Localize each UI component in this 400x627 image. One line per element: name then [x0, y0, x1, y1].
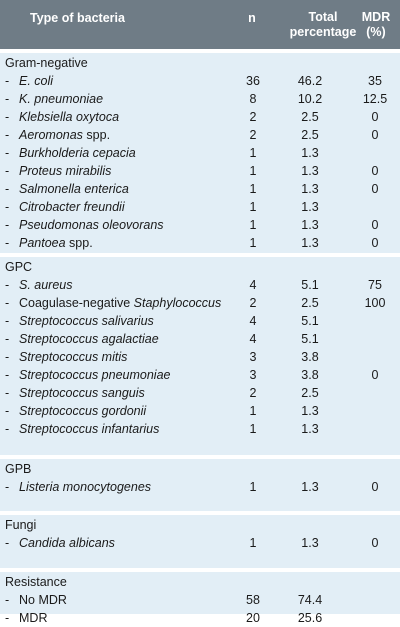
name-part: Streptococcus agalactiae [19, 332, 159, 346]
percentage-cell: 5.1 [301, 314, 319, 328]
table-row [0, 108, 400, 126]
percentage-cell: 1.3 [301, 236, 319, 250]
row-dash: - [5, 480, 10, 494]
bacteria-name [19, 234, 93, 252]
row-dash: - [5, 611, 10, 625]
bacteria-name [19, 216, 164, 234]
header-type: Type of bacteria [30, 10, 125, 25]
row-dash: - [5, 278, 10, 292]
table-row [0, 591, 400, 609]
table-row [0, 478, 400, 496]
count-cell: 3 [249, 368, 257, 382]
header-total-line1: Total [308, 9, 338, 24]
row-dash: - [5, 296, 10, 310]
header-total-line2: percentage [289, 24, 357, 39]
bacteria-name [19, 420, 159, 438]
name-part: Streptococcus sanguis [19, 386, 145, 400]
name-part: K. pneumoniae [19, 92, 104, 106]
count-cell: 1 [249, 164, 257, 178]
name-part: Candida albicans [19, 536, 115, 550]
table-row [0, 234, 400, 252]
percentage-cell: 2.5 [301, 110, 319, 124]
row-dash: - [5, 536, 10, 550]
row-dash: - [5, 146, 10, 160]
section-separator [0, 253, 400, 257]
percentage-cell: 2.5 [301, 386, 319, 400]
row-dash: - [5, 404, 10, 418]
row-dash: - [5, 332, 10, 346]
count-cell: 4 [249, 278, 257, 292]
count-cell: 3 [249, 350, 257, 364]
row-dash: - [5, 368, 10, 382]
header-mdr [355, 0, 397, 49]
section-title: Gram-negative [5, 56, 88, 70]
row-dash: - [5, 218, 10, 232]
percentage-cell: 1.3 [301, 480, 319, 494]
name-part: S. aureus [19, 278, 73, 292]
name-part: Streptococcus pneumoniae [19, 368, 171, 382]
table-header [0, 0, 400, 49]
bacteria-name [19, 180, 129, 198]
bacteria-name [19, 276, 73, 294]
count-cell: 4 [249, 314, 257, 328]
name-part: Staphylococcus [133, 296, 222, 310]
mdr-cell: 0 [371, 110, 379, 124]
count-cell: 1 [249, 146, 257, 160]
name-part: spp. [82, 128, 111, 142]
count-cell: 2 [249, 296, 257, 310]
count-cell: 8 [249, 92, 257, 106]
row-dash: - [5, 386, 10, 400]
section-separator [0, 49, 400, 53]
table-row [0, 180, 400, 198]
name-part: Aeromonas [19, 128, 83, 142]
bacteria-name [19, 294, 221, 312]
mdr-cell: 12.5 [362, 92, 388, 106]
count-cell: 1 [249, 480, 257, 494]
row-dash: - [5, 314, 10, 328]
bacteria-name [19, 591, 67, 609]
row-dash: - [5, 128, 10, 142]
name-part: Proteus mirabilis [19, 164, 112, 178]
table-row [0, 384, 400, 402]
row-dash: - [5, 200, 10, 214]
table-row [0, 198, 400, 216]
bacteria-name [19, 384, 145, 402]
percentage-cell: 1.3 [301, 536, 319, 550]
percentage-cell: 5.1 [301, 332, 319, 346]
percentage-cell: 74.4 [297, 593, 323, 607]
mdr-cell: 35 [368, 74, 382, 88]
name-part: Klebsiella oxytoca [19, 110, 120, 124]
mdr-cell: 0 [371, 218, 379, 232]
bacteria-name [19, 330, 159, 348]
name-part: spp. [65, 236, 93, 250]
name-part: Burkholderia cepacia [19, 146, 136, 160]
name-part: Pantoea [19, 236, 66, 250]
percentage-cell: 1.3 [301, 164, 319, 178]
name-part: Coagulase-negative [19, 296, 134, 310]
name-part: E. coli [19, 74, 54, 88]
percentage-cell: 1.3 [301, 146, 319, 160]
mdr-cell: 0 [371, 536, 379, 550]
mdr-cell: 0 [371, 182, 379, 196]
bacteria-name [19, 312, 154, 330]
table-row [0, 609, 400, 627]
table-row [0, 402, 400, 420]
table-row [0, 162, 400, 180]
percentage-cell: 1.3 [301, 200, 319, 214]
bacteria-name [19, 366, 170, 384]
section-separator [0, 511, 400, 515]
section-title: Fungi [5, 518, 37, 532]
bacteria-name [19, 90, 103, 108]
row-dash: - [5, 593, 10, 607]
row-dash: - [5, 164, 10, 178]
count-cell: 4 [249, 332, 257, 346]
percentage-cell: 25.6 [297, 611, 323, 625]
table-row [0, 90, 400, 108]
table-row [0, 420, 400, 438]
row-dash: - [5, 74, 10, 88]
header-mdr-line2: (%) [366, 24, 386, 39]
table-row [0, 294, 400, 312]
header-n: n [248, 10, 256, 25]
count-cell: 36 [246, 74, 260, 88]
bacteria-name [19, 348, 127, 366]
section-title: GPC [5, 260, 33, 274]
mdr-cell: 75 [368, 278, 382, 292]
count-cell: 1 [249, 422, 257, 436]
count-cell: 1 [249, 218, 257, 232]
row-dash: - [5, 92, 10, 106]
percentage-cell: 1.3 [301, 218, 319, 232]
table-row [0, 348, 400, 366]
bacteria-name [19, 162, 111, 180]
mdr-cell: 0 [371, 368, 379, 382]
count-cell: 2 [249, 110, 257, 124]
section-title: GPB [5, 462, 32, 476]
count-cell: 1 [249, 236, 257, 250]
table-row [0, 276, 400, 294]
section-title: Resistance [5, 575, 67, 589]
row-dash: - [5, 110, 10, 124]
percentage-cell: 10.2 [297, 92, 323, 106]
name-part: Citrobacter freundii [19, 200, 125, 214]
name-part: Pseudomonas oleovorans [19, 218, 164, 232]
count-cell: 2 [249, 386, 257, 400]
percentage-cell: 3.8 [301, 350, 319, 364]
count-cell: 1 [249, 182, 257, 196]
bacteria-name [19, 402, 146, 420]
section-separator [0, 455, 400, 459]
bacteria-name [19, 609, 47, 627]
mdr-cell: 100 [364, 296, 386, 310]
section-separator [0, 568, 400, 572]
table-row [0, 366, 400, 384]
row-dash: - [5, 182, 10, 196]
bacteria-name [19, 534, 115, 552]
name-part: Listeria monocytogenes [19, 480, 152, 494]
name-part: MDR [19, 611, 48, 625]
count-cell: 20 [246, 611, 260, 625]
bacteria-name [19, 108, 119, 126]
percentage-cell: 5.1 [301, 278, 319, 292]
row-dash: - [5, 236, 10, 250]
percentage-cell: 46.2 [297, 74, 323, 88]
count-cell: 1 [249, 404, 257, 418]
percentage-cell: 2.5 [301, 128, 319, 142]
count-cell: 1 [249, 536, 257, 550]
mdr-cell: 0 [371, 236, 379, 250]
percentage-cell: 3.8 [301, 368, 319, 382]
percentage-cell: 2.5 [301, 296, 319, 310]
mdr-cell: 0 [371, 480, 379, 494]
bacteria-name [19, 478, 151, 496]
header-total [288, 0, 358, 49]
bacteria-name [19, 126, 110, 144]
table-row [0, 144, 400, 162]
percentage-cell: 1.3 [301, 404, 319, 418]
count-cell: 2 [249, 128, 257, 142]
table-row [0, 534, 400, 552]
count-cell: 1 [249, 200, 257, 214]
mdr-cell: 0 [371, 164, 379, 178]
table-row [0, 330, 400, 348]
table-row [0, 126, 400, 144]
bacteria-name [19, 72, 53, 90]
table-row [0, 216, 400, 234]
bacteria-name [19, 198, 125, 216]
count-cell: 58 [246, 593, 260, 607]
mdr-cell: 0 [371, 128, 379, 142]
name-part: Salmonella enterica [19, 182, 129, 196]
name-part: No MDR [19, 593, 67, 607]
bacteria-name [19, 144, 136, 162]
table-row [0, 312, 400, 330]
name-part: Streptococcus gordonii [19, 404, 147, 418]
percentage-cell: 1.3 [301, 182, 319, 196]
table-row [0, 72, 400, 90]
name-part: Streptococcus salivarius [19, 314, 154, 328]
percentage-cell: 1.3 [301, 422, 319, 436]
header-mdr-line1: MDR [361, 9, 391, 24]
row-dash: - [5, 422, 10, 436]
name-part: Streptococcus infantarius [19, 422, 160, 436]
row-dash: - [5, 350, 10, 364]
name-part: Streptococcus mitis [19, 350, 128, 364]
